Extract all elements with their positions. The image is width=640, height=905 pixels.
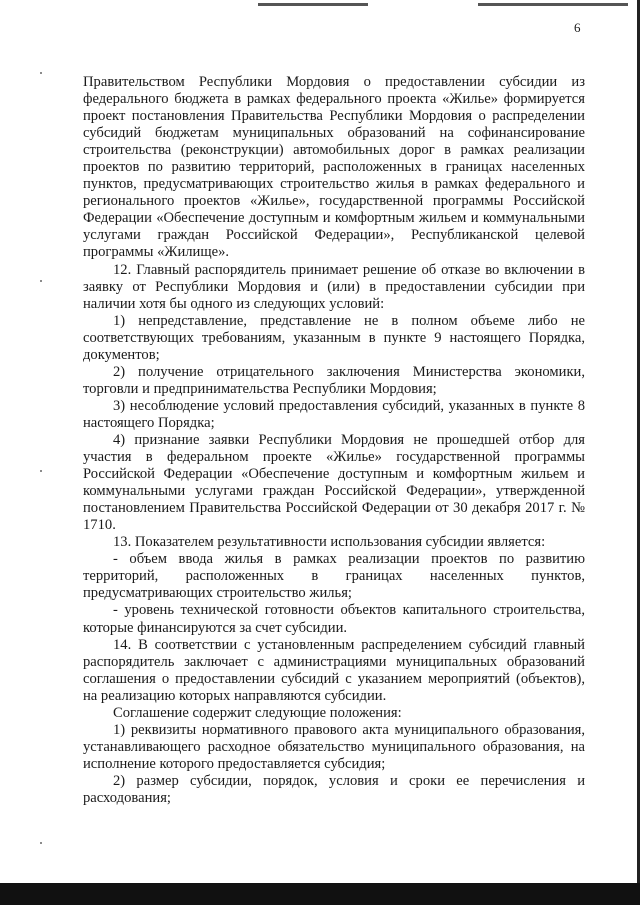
scan-artifact-top-left — [258, 3, 368, 6]
document-body — [83, 74, 585, 807]
paragraph: 12. Главный распорядитель принимает решение об отказе во включении в заявку от Республики Мордовия и (или) в предоставлении субсидии при наличии хотя бы одного из следующих условий: — [83, 261, 585, 312]
scan-speck — [40, 72, 42, 74]
paragraph: - уровень технической готовности объектов капитального строительства, которые финансируются за счет субсидии. — [83, 602, 585, 636]
paragraph: 13. Показателем результативности использования субсидии является: — [113, 534, 546, 551]
scan-speck — [40, 470, 42, 472]
scan-speck — [40, 280, 42, 282]
page-number: 6 — [574, 20, 581, 35]
paragraph: 2) получение отрицательного заключения Министерства экономики, торговли и предпринимательства Республики Мордовия; — [83, 363, 585, 397]
paragraph: Соглашение содержит следующие положения: — [113, 704, 402, 721]
scan-speck — [40, 842, 42, 844]
scan-edge-bottom — [0, 883, 640, 905]
paragraph: 3) несоблюдение условий предоставления субсидий, указанных в пункте 8 настоящего Порядка; — [83, 397, 585, 431]
paragraph: - объем ввода жилья в рамках реализации проектов по развитию территорий, расположенных в границах населенных пунктов, предусматривающих строительство жилья; — [83, 551, 585, 602]
paragraph: 4) признание заявки Республики Мордовия не прошедшей отбор для участия в федеральном проекте «Жилье» государственной программы Российской Федерации «Обеспечение доступным и комфортным жильем и коммунальными услугами граждан Российской Федерации», утвержденной постановлением Правительства Российской Федерации от 30 декабря 2017 г. № 1710. — [83, 431, 585, 534]
paragraph: 1) непредставление, представление не в полном объеме либо не соответствующих требованиям, указанным в пункте 9 настоящего Порядка, документов; — [83, 312, 585, 363]
paragraph: 14. В соответствии с установленным распределением субсидий главный распорядитель заключает с администрациями муниципальных образований соглашения о предоставлении субсидий с указанием мероприятий (объектов), на реализацию которых направляются субсидии. — [83, 636, 585, 704]
scan-artifact-top-right — [478, 3, 628, 6]
paragraph: 1) реквизиты нормативного правового акта муниципального образования, устанавливающего расходное обязательство муниципального образования, на исполнение которого предоставляется субсидия; — [83, 721, 585, 772]
paragraph: Правительством Республики Мордовия о предоставлении субсидии из федерального бюджета в рамках федерального проекта «Жилье» формируется проект постановления Правительства Республики Мордовия о распределении субсидий бюджетам муниципальных образований на софинансирование строительства (реконструкции) автомобильных дорог в рамках реализации проектов по развитию территорий, расположенных в границах населенных пунктов, предусматривающих строительство жилья в рамках федерального и регионального проектов «Жилье», государственной программы Российской Федерации «Обеспечение доступным и комфортным жильем и коммунальными услугами граждан Российской Федерации», Республиканской целевой программы «Жилище». — [83, 74, 585, 261]
paragraph: 2) размер субсидии, порядок, условия и сроки ее перечисления и расходования; — [83, 772, 585, 806]
